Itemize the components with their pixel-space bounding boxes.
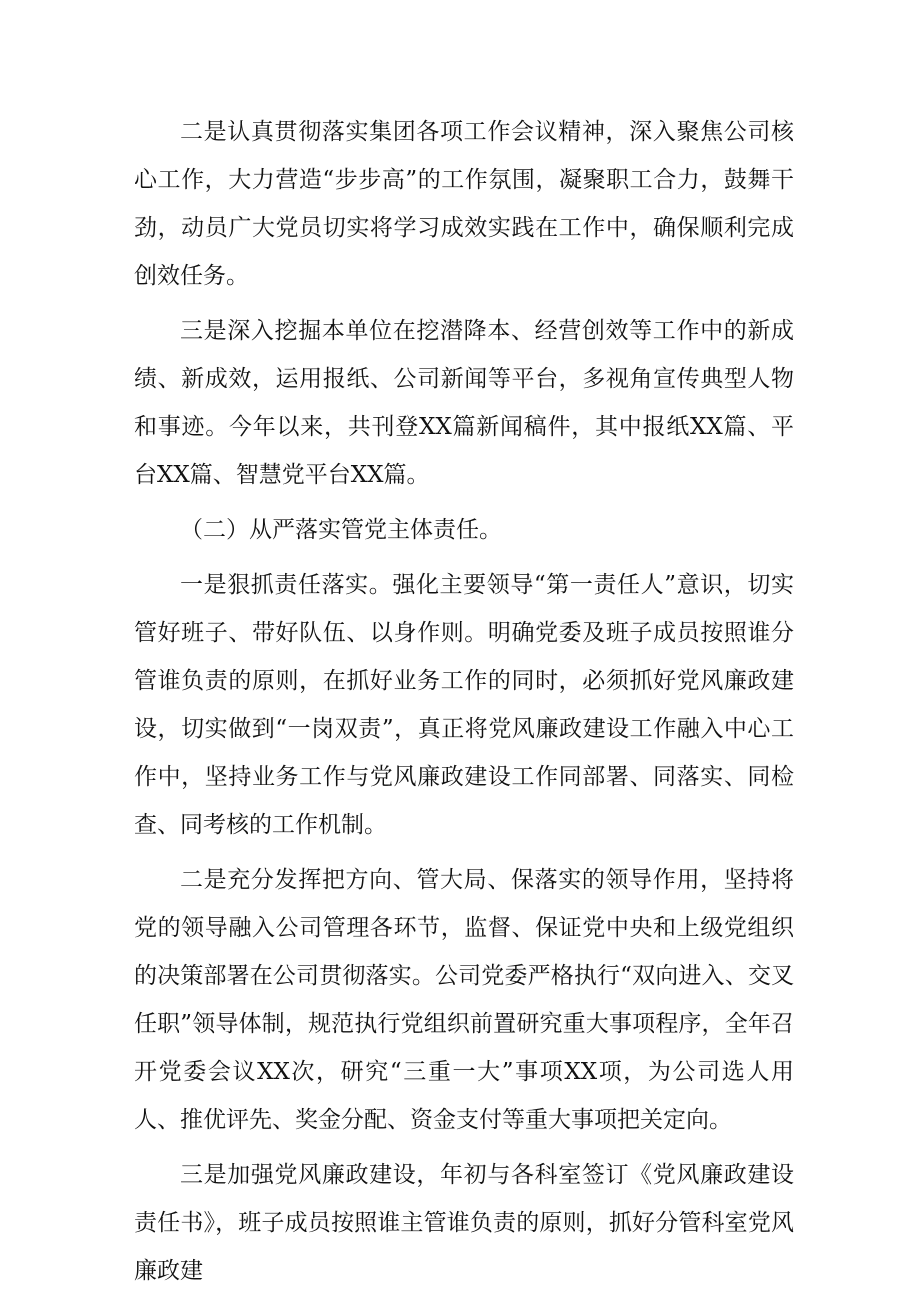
paragraph-publicity-news: 三是深入挖掘本单位在挖潜降本、经营创效等工作中的新成绩、新成效，运用报纸、公司新闻等平台，多视角宣传典型人物和事迹。今年以来，共刊登XX篇新闻稿件，其中报纸XX篇、平台XX篇、智慧党平台XX篇。 <box>134 318 794 488</box>
paragraph-clean-governance: 三是加强党风廉政建设，年初与各科室签订《党风廉政建设责任书》，班子成员按照谁主管谁负责的原则，抓好分管科室党风廉政建 <box>134 1162 794 1284</box>
paragraph-responsibility-implementation: 一是狠抓责任落实。强化主要领导“第一责任人”意识，切实管好班子、带好队伍、以身作则。明确党委及班子成员按照谁分管谁负责的原则，在抓好业务工作的同时，必须抓好党风廉政建设，切实做到“一岗双责”，真正将党风廉政建设工作融入中心工作中，坚持业务工作与党风廉政建设工作同部署、同落实、同检查、同考核的工作机制。 <box>134 572 794 838</box>
paragraph-publicity-meeting-spirit: 二是认真贯彻落实集团各项工作会议精神，深入聚焦公司核心工作，大力营造“步步高”的工作氛围，凝聚职工合力，鼓舞干劲，动员广大党员切实将学习成效实践在工作中，确保顺利完成创效任务。 <box>134 119 794 289</box>
section-heading-party-responsibility: （二）从严落实管党主体责任。 <box>180 517 502 543</box>
document-body <box>134 108 794 1302</box>
paragraph-leadership-role: 二是充分发挥把方向、管大局、保落实的领导作用，坚持将党的领导融入公司管理各环节，监督、保证党中央和上级党组织的决策部署在公司贯彻落实。公司党委严格执行“双向进入、交叉任职”领导体制，规范执行党组织前置研究重大事项程序，全年召开党委会议XX次，研究“三重一大”事项XX项，为公司选人用人、推优评先、奖金分配、资金支付等重大事项把关定向。 <box>134 867 794 1133</box>
